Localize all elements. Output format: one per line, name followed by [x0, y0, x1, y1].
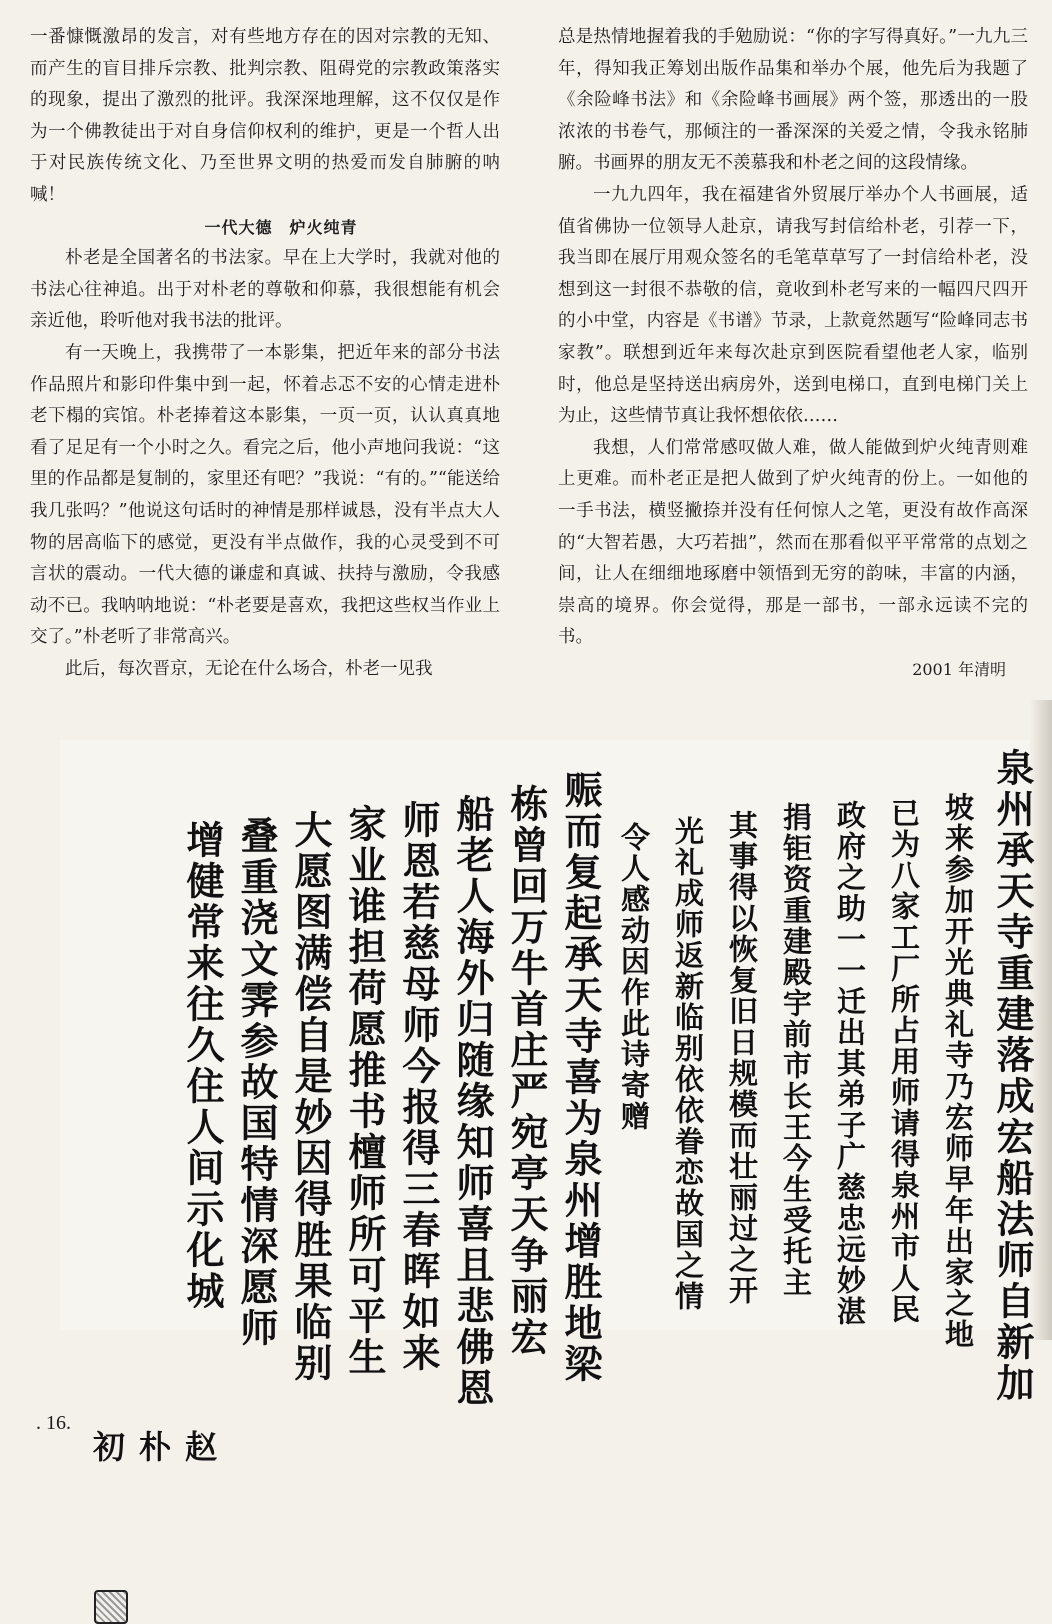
calligraphy-column: 赈而复起承天寺喜为泉州增胜地梁 — [558, 770, 603, 1385]
calligraphy-column: 船老人海外归随缘知师喜且悲佛恩 — [450, 794, 495, 1409]
calligrapher-signature: 赵朴初 — [88, 1430, 218, 1466]
calligraphy-column: 家业谁担荷愿推书檀师所可平生 — [342, 804, 387, 1378]
calligraphy-column: 泉州承天寺重建落成宏船法师自新加 — [990, 748, 1035, 1404]
paragraph: 有一天晚上，我携带了一本影集，把近年来的部分书法作品照片和影印件集中到一起，怀着忐忑不安的心情走进朴老下榻的宾馆。朴老捧着这本影集，一页一页，认认真真地看了足足有一个小时之久。看完之后，他小声地问我说：“这里的作品都是复制的，家里还有吧？”我说：“有的。”“能送给我几张吗？”他说这句话时的神情是那样诚恳，没有半点大人物的居高临下的感觉，更没有半点做作，我的心灵受到不可言状的震动。一代大德的谦虚和真诚、扶持与激励，令我感动不已。我呐呐地说：“朴老要是喜欢，我把这些权当作业上交了。”朴老听了非常高兴。 — [30, 342, 500, 648]
calligraphy-column: 已为八家工厂所占用师请得泉州市人民 — [887, 798, 921, 1325]
page-number: . 16. — [36, 1412, 71, 1434]
calligraphy-column: 光礼成师返新临别依依眷恋故国之情 — [671, 816, 705, 1312]
paragraph: 此后，每次晋京，无论在什么场合，朴老一见我 — [65, 658, 433, 679]
paragraph: 一九九四年，我在福建省外贸展厅举办个人书画展，适值省佛协一位领导人赴京，请我写封信给朴老，引荐一下，我当即在展厅用观众签名的毛笔草草写了一封信给朴老，没想到这一封很不恭敬的信，竟收到朴老写来的一幅四尺四开的小中堂，内容是《书谱》节录，上款竟然题写“险峰同志书家教”。联想到近年来每次赴京到医院看望他老人家，临别时，他总是坚持送出病房外，送到电梯口，直到电梯门关上为止，这些情节真让我怀想依依…… — [558, 184, 1028, 427]
paragraph: 我想，人们常常感叹做人难，做人能做到炉火纯青则难上更难。而朴老正是把人做到了炉火纯青的份上。一如他的一手书法，横竖撇捺并没有任何惊人之笔，更没有故作高深的“大智若愚，大巧若拙”，然而在那看似平平常常的点划之间，让人在细细地琢磨中领悟到无穷的韵味，丰富的内涵，崇高的境界。你会觉得，那是一部书，一部永远读不完的书。 — [558, 437, 1028, 648]
left-text-column — [30, 22, 500, 685]
calligraphy-column: 捐钜资重建殿宇前市长王今生受托主 — [779, 802, 813, 1298]
calligraphy-column: 令人感动因作此诗寄赠 — [617, 822, 651, 1132]
paragraph: 一番慷慨激昂的发言，对有些地方存在的因对宗教的无知、而产生的盲目排斥宗教、批判宗教、阻碍党的宗教政策落实的现象，提出了激烈的批评。我深深地理解，这不仅仅是作为一个佛教徒出于对自身信仰权利的维护，更是一个哲人出于对民族传统文化、乃至世界文明的热爱而发自肺腑的呐喊！ — [30, 27, 500, 205]
paragraph: 总是热情地握着我的手勉励说：“你的字写得真好。”一九九三年，得知我正筹划出版作品集和举办个展，他先后为我题了《余险峰书法》和《余险峰书画展》两个签，那透出的一股浓浓的书卷气，那倾注的一番深深的关爱之情，令我永铭肺腑。书画界的朋友无不羡慕我和朴老之间的这段情缘。 — [558, 27, 1028, 174]
calligraphy-column: 政府之助一一迁出其弟子广慈忠远妙湛 — [833, 800, 867, 1327]
calligraphy-column: 大愿图满偿自是妙因得胜果临别 — [288, 810, 333, 1384]
calligraphy-column: 其事得以恢复旧日规模而壮丽过之开 — [725, 810, 759, 1306]
paragraph: 朴老是全国著名的书法家。早在上大学时，我就对他的书法心往神追。出于对朴老的尊敬和仰慕，我很想能有机会亲近他，聆听他对我书法的批评。 — [30, 248, 500, 332]
calligraphy-column: 坡来参加开光典礼寺乃宏师早年出家之地 — [941, 792, 975, 1350]
calligraphy-column: 增健常来往久住人间示化城 — [180, 820, 225, 1312]
calligraphy-artwork — [60, 740, 1035, 1466]
calligraphy-column: 叠重浇文霁参故国特情深愿师 — [234, 816, 279, 1349]
calligraphy-column: 师恩若慈母师今报得三春晖如来 — [396, 800, 441, 1374]
section-heading: 一代大德 炉火纯青 — [204, 217, 358, 237]
right-text-column — [558, 22, 1028, 685]
seal-stamp-icon — [94, 1590, 128, 1624]
date-signoff: 2001 年清明 — [912, 659, 1006, 679]
calligraphy-column: 栋曾回万牛首庄严宛亭天争丽宏 — [504, 784, 549, 1358]
